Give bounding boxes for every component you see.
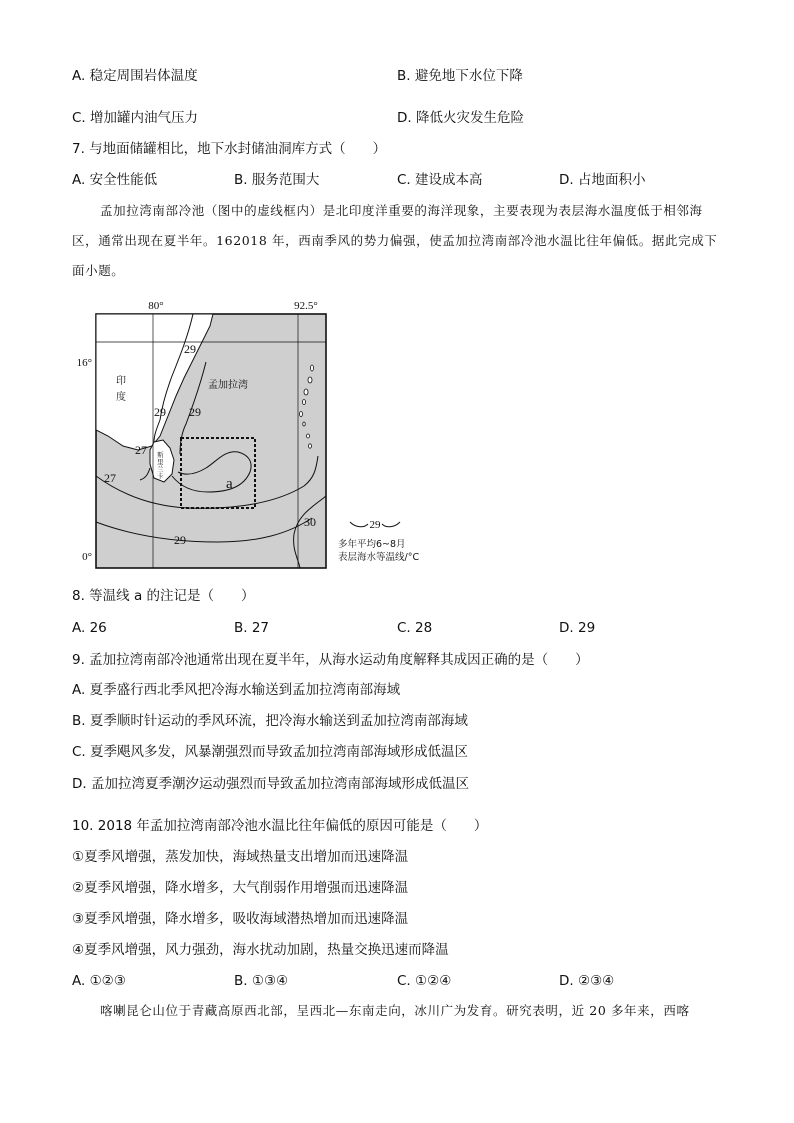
q8-option-d: D. 29	[559, 620, 596, 636]
label-india-1: 印	[116, 376, 126, 387]
q10-item-4: ④夏季风增强，风力强劲，海水扰动加剧，热量交换迅速而降温	[72, 942, 449, 958]
q10-item-2: ②夏季风增强，降水增多，大气削弱作用增强而迅速降温	[72, 880, 409, 896]
q10-item-3: ③夏季风增强，降水增多，吸收海域潜热增加而迅速降温	[72, 911, 409, 927]
label-srilanka-4: 卡	[157, 472, 164, 480]
q10-option-a: A. ①②③	[72, 973, 126, 989]
q9-stem: 9. 孟加拉湾南部冷池通常出现在夏半年，从海水运动角度解释其成因正确的是（ ）	[72, 652, 589, 668]
q6-option-b: B. 避免地下水位下降	[397, 68, 523, 84]
legend-line-2: 表层海水等温线/°C	[338, 552, 420, 563]
q8-option-c: C. 28	[397, 620, 433, 636]
label-srilanka-3: 兰	[157, 465, 164, 473]
isotherm-label-29-mid: 29	[189, 405, 201, 419]
q7-option-d: D. 占地面积小	[559, 172, 646, 188]
q6-option-d: D. 降低火灾发生危险	[397, 110, 524, 126]
passage-text: 孟加拉湾南部冷池（图中的虚线框内）是北印度洋重要的海洋现象，主要表现为表层海水温度低于相邻海区，通常出现在夏半年。162018 年，西南季风的势力偏强，使孟加拉湾南部冷池水温比往年偏低。据此完成下面小题。	[72, 203, 718, 278]
q7-option-c: C. 建设成本高	[397, 172, 483, 188]
bay-of-bengal-map	[68, 296, 448, 585]
label-srilanka-1: 斯	[157, 451, 164, 459]
isotherm-label-27-srilanka: 27	[135, 443, 147, 457]
isotherm-label-30: 30	[304, 515, 316, 529]
isotherm-label-29-top: 29	[184, 342, 196, 356]
q9-option-a: A. 夏季盛行西北季风把冷海水输送到孟加拉湾南部海域	[72, 682, 401, 698]
q8-option-a: A. 26	[72, 620, 107, 636]
label-india-2: 度	[116, 392, 126, 403]
q9-option-c: C. 夏季飓风多发，风暴潮强烈而导致孟加拉湾南部海域形成低温区	[72, 744, 469, 760]
q10-item-1: ①夏季风增强，蒸发加快，海域热量支出增加而迅速降温	[72, 849, 409, 865]
q7-option-a: A. 安全性能低	[72, 172, 158, 188]
lat-label-0: 0°	[82, 551, 92, 563]
q10-option-d: D. ②③④	[559, 973, 615, 989]
lon-label-80: 80°	[148, 300, 164, 312]
q9-option-b: B. 夏季顺时针运动的季风环流，把冷海水输送到孟加拉湾南部海域	[72, 713, 468, 729]
q7-option-b: B. 服务范围大	[234, 172, 320, 188]
isotherm-label-a: a	[226, 476, 233, 492]
reading-passage-cold-pool	[72, 196, 722, 286]
q7-stem: 7. 与地面储罐相比，地下水封储油洞库方式（ ）	[72, 141, 387, 157]
q9-option-d: D. 孟加拉湾夏季潮汐运动强烈而导致孟加拉湾南部海域形成低温区	[72, 776, 469, 792]
passage2-text: 喀喇昆仑山位于青藏高原西北部，呈西北—东南走向，冰川广为发育。研究表明，近 20 多年来，西喀	[100, 1003, 690, 1018]
isotherm-label-29-coast: 29	[154, 405, 166, 419]
label-srilanka-2: 里	[157, 458, 164, 466]
isotherm-label-27-west: 27	[104, 471, 116, 485]
q6-option-a: A. 稳定周围岩体温度	[72, 68, 198, 84]
q10-option-c: C. ①②④	[397, 973, 452, 989]
q6-option-c: C. 增加罐内油气压力	[72, 110, 199, 126]
lat-label-16: 16°	[76, 357, 92, 369]
q10-stem: 10. 2018 年孟加拉湾南部冷池水温比往年偏低的原因可能是（ ）	[72, 818, 488, 834]
reading-passage-karakoram	[72, 996, 722, 1026]
q8-stem: 8. 等温线 a 的注记是（ ）	[72, 588, 255, 604]
legend-isotherm-value: 29	[369, 519, 381, 531]
isotherm-label-29-bottom: 29	[174, 533, 186, 547]
q8-option-b: B. 27	[234, 620, 270, 636]
lon-label-92: 92.5°	[294, 300, 318, 312]
q10-option-b: B. ①③④	[234, 973, 289, 989]
legend-line-1: 多年平均6~8月	[338, 539, 406, 550]
label-bay-of-bengal: 孟加拉湾	[208, 380, 248, 391]
